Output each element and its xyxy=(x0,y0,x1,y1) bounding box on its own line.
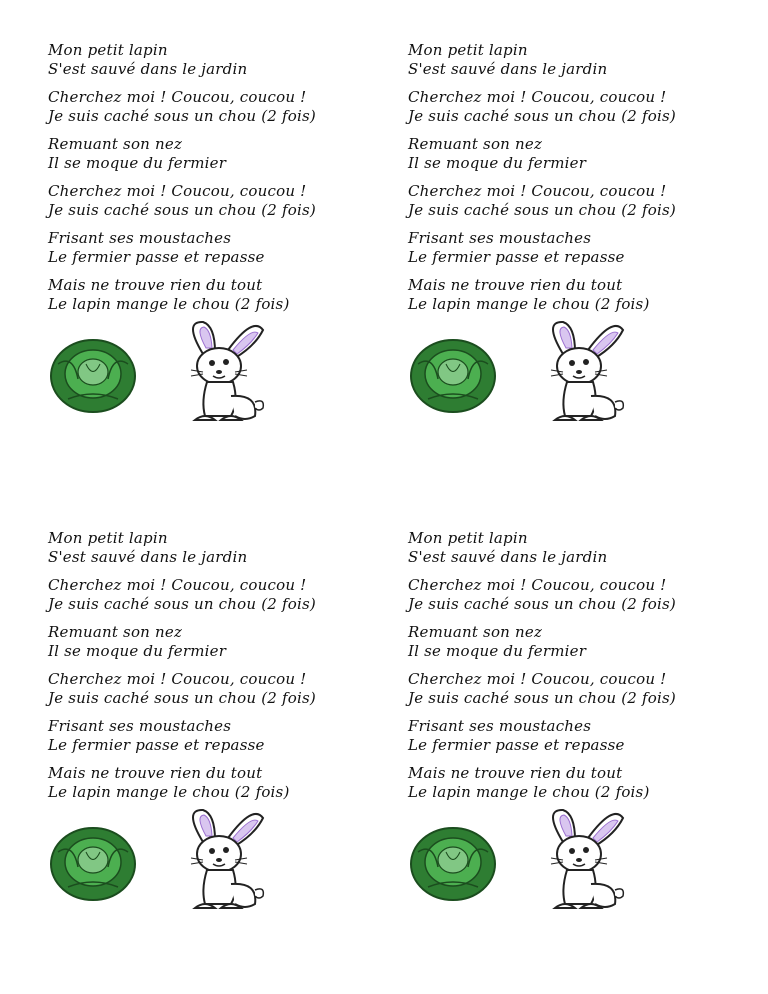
poem-line: Frisant ses moustaches xyxy=(48,229,232,247)
poem-line: Cherchez moi ! Coucou, coucou ! xyxy=(408,88,667,106)
poem-line: Je suis caché sous un chou (2 fois) xyxy=(48,201,316,219)
stanza xyxy=(408,717,748,755)
poem-line: Mais ne trouve rien du tout xyxy=(48,764,263,782)
stanza xyxy=(48,135,388,173)
rabbit-icon xyxy=(173,316,273,428)
illustration-row xyxy=(48,324,388,434)
stanza xyxy=(408,623,748,661)
poem-line: Le fermier passe et repasse xyxy=(408,248,625,266)
poem-line: Remuant son nez xyxy=(408,135,543,153)
poem-line: Je suis caché sous un chou (2 fois) xyxy=(48,107,316,125)
poem-line: Je suis caché sous un chou (2 fois) xyxy=(408,689,676,707)
stanza xyxy=(48,41,388,79)
stanza xyxy=(48,717,388,755)
poem-line: Je suis caché sous un chou (2 fois) xyxy=(48,595,316,613)
poem-line: Je suis caché sous un chou (2 fois) xyxy=(408,201,676,219)
stanza xyxy=(408,670,748,708)
poem-line: Le lapin mange le chou (2 fois) xyxy=(48,295,290,313)
poem-line: Il se moque du fermier xyxy=(48,642,227,660)
stanza xyxy=(408,88,748,126)
poem-line: Cherchez moi ! Coucou, coucou ! xyxy=(408,670,667,688)
poem-card-bottom-left xyxy=(48,529,388,922)
poem-line: Je suis caché sous un chou (2 fois) xyxy=(48,689,316,707)
stanza xyxy=(48,529,388,567)
poem-line: Le lapin mange le chou (2 fois) xyxy=(408,295,650,313)
stanza xyxy=(408,135,748,173)
poem-line: Le fermier passe et repasse xyxy=(408,736,625,754)
poem-line: Le lapin mange le chou (2 fois) xyxy=(48,783,290,801)
poem-line: Mon petit lapin xyxy=(48,41,168,59)
poem-line: Cherchez moi ! Coucou, coucou ! xyxy=(408,182,667,200)
stanza xyxy=(408,764,748,802)
stanza xyxy=(48,229,388,267)
poem-line: Le fermier passe et repasse xyxy=(48,736,265,754)
poem-line: S'est sauvé dans le jardin xyxy=(408,548,608,566)
poem-line: Remuant son nez xyxy=(48,135,183,153)
poem-line: Mais ne trouve rien du tout xyxy=(408,276,623,294)
poem-line: S'est sauvé dans le jardin xyxy=(48,60,248,78)
illustration-row xyxy=(48,812,388,922)
poem-line: S'est sauvé dans le jardin xyxy=(408,60,608,78)
stanza xyxy=(48,182,388,220)
cabbage-icon xyxy=(408,822,498,902)
poem-line: Mais ne trouve rien du tout xyxy=(48,276,263,294)
poem-line: Je suis caché sous un chou (2 fois) xyxy=(408,595,676,613)
stanza xyxy=(48,576,388,614)
rabbit-icon xyxy=(533,804,633,916)
stanza xyxy=(408,529,748,567)
poem-card-top-right xyxy=(408,41,748,434)
poem-line: Cherchez moi ! Coucou, coucou ! xyxy=(48,182,307,200)
poem-line: S'est sauvé dans le jardin xyxy=(48,548,248,566)
stanza xyxy=(48,764,388,802)
poem-line: Frisant ses moustaches xyxy=(408,229,592,247)
poem-line: Frisant ses moustaches xyxy=(408,717,592,735)
stanza xyxy=(48,276,388,314)
poem-card-bottom-right xyxy=(408,529,748,922)
cabbage-icon xyxy=(48,334,138,414)
stanza xyxy=(48,88,388,126)
stanza xyxy=(408,276,748,314)
poem-line: Cherchez moi ! Coucou, coucou ! xyxy=(48,576,307,594)
poem-line: Mais ne trouve rien du tout xyxy=(408,764,623,782)
poem-line: Cherchez moi ! Coucou, coucou ! xyxy=(48,88,307,106)
poem-line: Je suis caché sous un chou (2 fois) xyxy=(408,107,676,125)
cabbage-icon xyxy=(48,822,138,902)
poem-line: Il se moque du fermier xyxy=(48,154,227,172)
stanza xyxy=(408,182,748,220)
cabbage-icon xyxy=(408,334,498,414)
poem-line: Le lapin mange le chou (2 fois) xyxy=(408,783,650,801)
poem-line: Frisant ses moustaches xyxy=(48,717,232,735)
stanza xyxy=(408,41,748,79)
poem-line: Cherchez moi ! Coucou, coucou ! xyxy=(48,670,307,688)
poem-line: Le fermier passe et repasse xyxy=(48,248,265,266)
poem-line: Mon petit lapin xyxy=(408,529,528,547)
rabbit-icon xyxy=(173,804,273,916)
poem-line: Remuant son nez xyxy=(48,623,183,641)
poem-line: Remuant son nez xyxy=(408,623,543,641)
illustration-row xyxy=(408,324,748,434)
stanza xyxy=(48,670,388,708)
stanza xyxy=(408,229,748,267)
poem-line: Mon petit lapin xyxy=(48,529,168,547)
poem-card-top-left xyxy=(48,41,388,434)
rabbit-icon xyxy=(533,316,633,428)
poem-line: Il se moque du fermier xyxy=(408,154,587,172)
illustration-row xyxy=(408,812,748,922)
poem-line: Cherchez moi ! Coucou, coucou ! xyxy=(408,576,667,594)
poem-line: Il se moque du fermier xyxy=(408,642,587,660)
stanza xyxy=(48,623,388,661)
poem-line: Mon petit lapin xyxy=(408,41,528,59)
stanza xyxy=(408,576,748,614)
